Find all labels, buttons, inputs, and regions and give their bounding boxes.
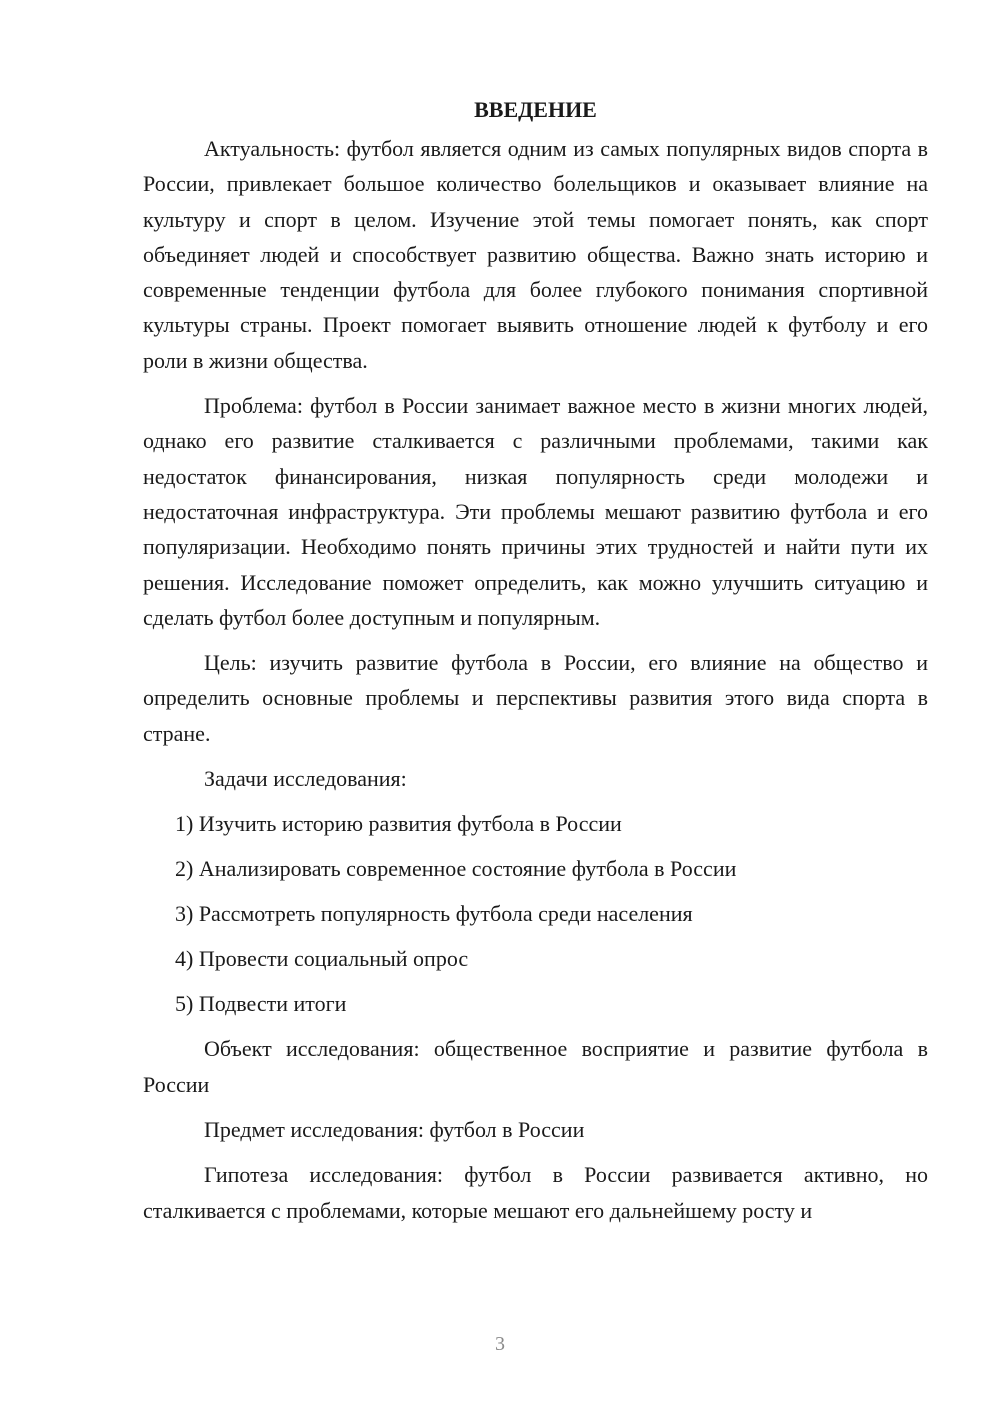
goal-paragraph: Цель: изучить развитие футбола в России, его влияние на общество и определить основные проблемы и перспективы развития этого вида спорта в стране. xyxy=(143,650,928,746)
task-item-4: 4) Провести социальный опрос xyxy=(175,946,469,972)
task-item-3: 3) Рассмотреть популярность футбола среди населения xyxy=(175,901,693,927)
subject-paragraph: Предмет исследования: футбол в России xyxy=(204,1116,585,1142)
relevance-paragraph: Актуальность: футбол является одним из самых популярных видов спорта в России, привлекает большое количество болельщиков и оказывает влияние на культуру и спорт в целом. Изучение этой темы помогает понять, как спорт объединяет людей и способствует развитию общества. Важно знать историю и современные тенденции футбола для более глубокого понимания спортивной культуры страны. Проект помогает выявить отношение людей к футболу и его роли в жизни общества. xyxy=(143,136,928,373)
tasks-heading: Задачи исследования: xyxy=(204,766,407,792)
task-item-1: 1) Изучить историю развития футбола в России xyxy=(175,811,622,837)
page-number: 3 xyxy=(495,1333,505,1355)
object-paragraph: Объект исследования: общественное восприятие и развитие футбола в России xyxy=(143,1036,928,1097)
problem-paragraph: Проблема: футбол в России занимает важное место в жизни многих людей, однако его развитие сталкивается с различными проблемами, такими как недостаток финансирования, низкая популярность среди молодежи и недостаточная инфраструктура. Эти проблемы мешают развитию футбола и его популяризации. Необходимо понять причины этих трудностей и найти пути их решения. Исследование поможет определить, как можно улучшить ситуацию и сделать футбол более доступным и популярным. xyxy=(143,393,928,630)
hypothesis-paragraph: Гипотеза исследования: футбол в России развивается активно, но сталкивается с проблемами, которые мешают его дальнейшему росту и xyxy=(143,1162,928,1223)
task-item-2: 2) Анализировать современное состояние футбола в России xyxy=(175,856,737,882)
document-page xyxy=(143,92,928,1238)
page-title: ВВЕДЕНИЕ xyxy=(474,97,597,122)
task-item-5: 5) Подвести итоги xyxy=(175,991,347,1017)
